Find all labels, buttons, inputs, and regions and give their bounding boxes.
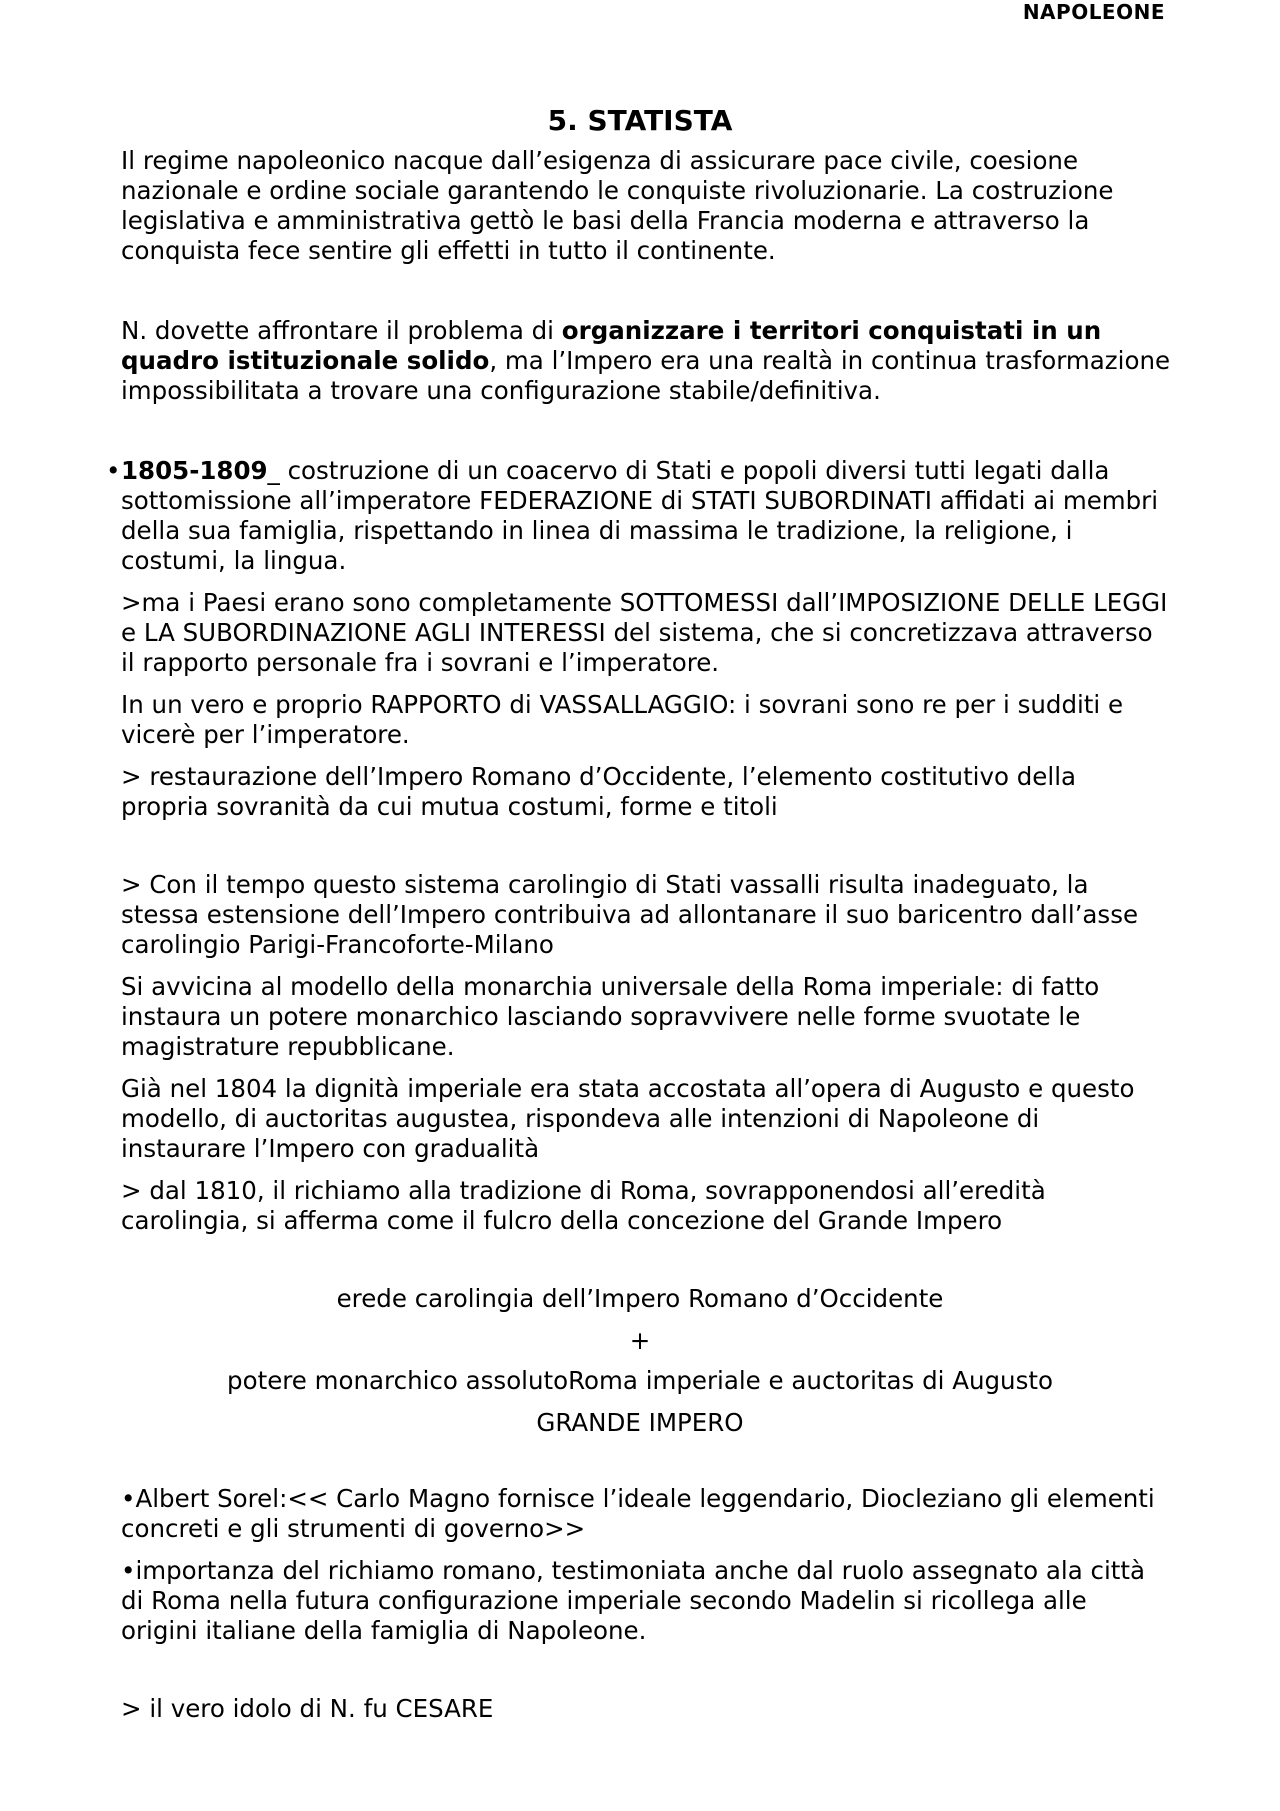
section-title: 5. STATISTA: [547, 104, 733, 137]
subjected-paragraph: >ma i Paesi erano sono completamente SOTTOMESSI dall’IMPOSIZIONE DELLE LEGGI e LA SUBORDINAZIONE AGLI INTERESSI del sistema, che si concretizzava attraverso il rapporto personale fra i sovrani e l’imperatore.: [121, 588, 1168, 677]
formula-line-2: potere monarchico assolutoRoma imperiale e auctoritas di Augusto: [227, 1366, 1053, 1395]
organization-text-end: , ma l’Impero era una realtà in continua trasformazione impossibilitata a trovare una configurazione stabile/definitiva.: [121, 346, 1171, 405]
federation-paragraph: [106, 456, 1171, 576]
bullet-icon: •: [106, 456, 121, 485]
caesar-note: > il vero idolo di N. fu CESARE: [121, 1694, 494, 1723]
intro-paragraph: Il regime napoleonico nacque dall’esigenza di assicurare pace civile, coesione nazionale e ordine sociale garantendo le conquiste rivoluzionarie. La costruzione legislativa e amministrativa gettò le basi della Francia moderna e attraverso la conquista fece sentire gli effetti in tutto il continente.: [121, 146, 1114, 265]
formula-plus: +: [629, 1326, 651, 1355]
inadequate-paragraph: > Con il tempo questo sistema carolingio di Stati vassalli risulta inadeguato, la stessa estensione dell’Impero contribuiva ad allontanare il suo baricentro dall’asse carolingio Parigi-Francoforte-Milano: [121, 870, 1139, 959]
rome-1810-paragraph: > dal 1810, il richiamo alla tradizione di Roma, sovrapponendosi all’eredità carolingia, si afferma come il fulcro della concezione del Grande Impero: [121, 1176, 1046, 1235]
formula-line-1: erede carolingia dell’Impero Romano d’Occidente: [336, 1284, 944, 1313]
restoration-paragraph: > restaurazione dell’Impero Romano d’Occidente, l’elemento costitutivo della propria sovranità da cui mutua costumi, forme e titoli: [121, 762, 1077, 821]
organization-paragraph: [121, 316, 1171, 406]
vassal-paragraph: In un vero e proprio RAPPORTO di VASSALLAGGIO: i sovrani sono re per i sudditi e vicerè per l’imperatore.: [121, 690, 1124, 749]
augustus-paragraph: Già nel 1804 la dignità imperiale era stata accostata all’opera di Augusto e questo modello, di auctoritas augustea, rispondeva alle intenzioni di Napoleone di instaurare l’Impero con gradualità: [121, 1074, 1135, 1163]
federation-text: _ costruzione di un coacervo di Stati e popoli diversi tutti legati dalla sottomissione all’imperatore FEDERAZIONE di STATI SUBORDINATI affidati ai membri della sua famiglia, rispettando in linea di massima le tradizione, la religione, i costumi, la lingua.: [121, 456, 1159, 575]
roman-note: •importanza del richiamo romano, testimoniata anche dal ruolo assegnato ala città di Roma nella futura configurazione imperiale secondo Madelin si ricollega alle origini italiane della famiglia di Napoleone.: [121, 1556, 1146, 1645]
running-header: NAPOLEONE: [1022, 0, 1165, 24]
formula-result: GRANDE IMPERO: [536, 1408, 744, 1437]
universal-monarchy-paragraph: Si avvicina al modello della monarchia universale della Roma imperiale: di fatto instaura un potere monarchico lasciando sopravvivere nelle forme svuotate le magistrature repubblicane.: [121, 972, 1100, 1061]
federation-date: 1805-1809: [121, 456, 268, 485]
sorel-note: •Albert Sorel:<< Carlo Magno fornisce l’ideale leggendario, Diocleziano gli elementi concreti e gli strumenti di governo>>: [121, 1484, 1155, 1543]
organization-emphasis: organizzare i territori conquistati in un quadro istituzionale solido: [121, 316, 1102, 375]
organization-text-start: N. dovette affrontare il problema di: [121, 316, 562, 345]
